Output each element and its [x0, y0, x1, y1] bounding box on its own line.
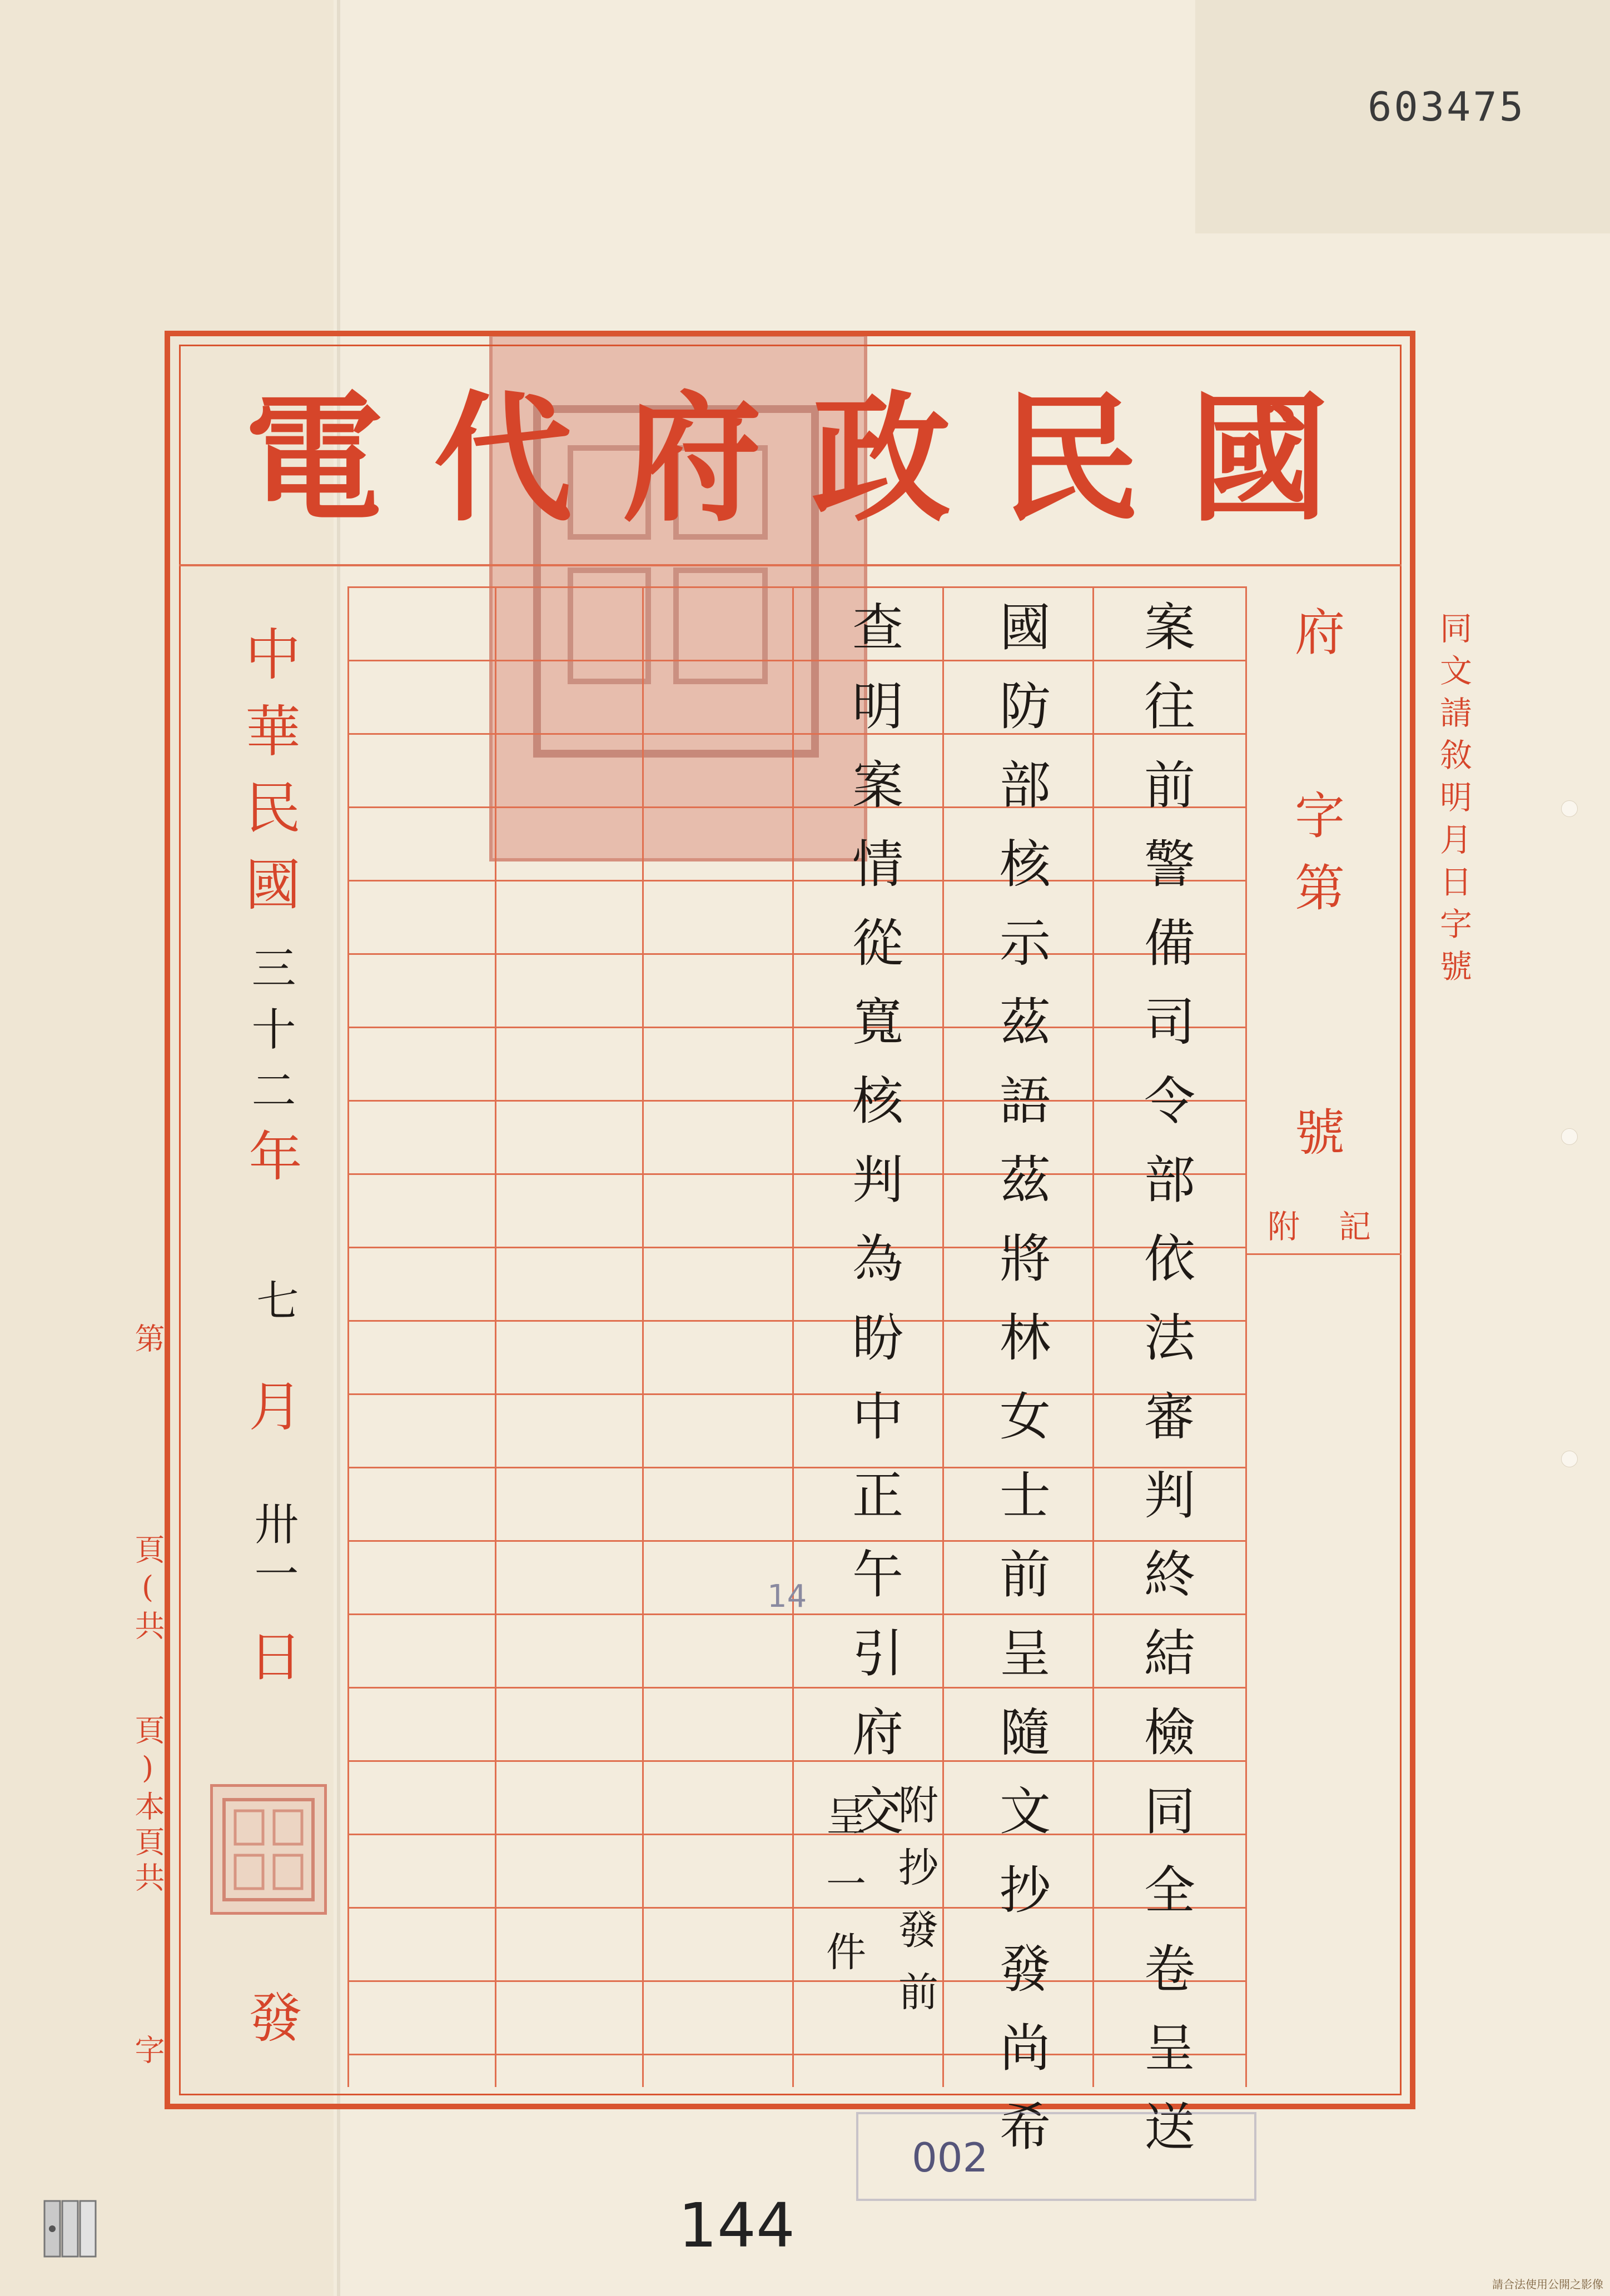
handwritten-page-number: 144 [678, 2190, 795, 2261]
grid-row-line [347, 1760, 1245, 1762]
grid-vline [347, 586, 349, 2087]
title-char: 代 [434, 377, 573, 540]
date-month-label: 月 [240, 1378, 302, 1461]
title-char: 電 [245, 377, 384, 540]
margin-ye-ben-ye-gong: 頁)本頁共 [130, 1715, 165, 1897]
grid-row-line [347, 660, 1245, 661]
body-column-3: 查明案情從寬核判為盼中正午引府交 [844, 600, 903, 1863]
official-seal-small [210, 1784, 327, 1915]
right-margin-note: 同文請敘明月日字號 [1434, 611, 1472, 992]
grid-row-line [347, 953, 1245, 955]
attachment-divider [1245, 1253, 1402, 1255]
grid-vline [495, 586, 496, 2087]
fu-ji-label: 附記 [1268, 1208, 1410, 1246]
grid-row-line [347, 1834, 1245, 1835]
grid-vline [1092, 586, 1094, 2087]
serial-number: 603475 [1368, 83, 1526, 130]
grid-row-line [347, 586, 1245, 588]
grid-vline [792, 586, 794, 2087]
title-char: 民 [1001, 377, 1140, 540]
grid-row-line [347, 1247, 1245, 1248]
seal-pattern-icon [218, 1794, 319, 1905]
grid-row-line [347, 806, 1245, 808]
margin-ye-gong: 頁(共 [130, 1534, 165, 1646]
punch-hole [1561, 800, 1578, 817]
date-year: 三十二 [244, 945, 296, 1128]
body-column-1: 案往前警備司令部依法審判終結檢同全卷呈送 [1136, 600, 1195, 2179]
grid-vline [642, 586, 644, 2087]
punch-hole [1561, 1451, 1578, 1467]
grid-row-line [347, 1907, 1245, 1909]
body-column-2: 國防部核示茲語茲將林女士前呈隨文抄發尚希 [991, 600, 1051, 2179]
title-char: 國 [1190, 377, 1329, 540]
grid-row-line [347, 1320, 1245, 1322]
grid-row-line [347, 2054, 1245, 2055]
header-divider [179, 564, 1402, 566]
title-char: 府 [623, 377, 762, 540]
grid-vline [1245, 586, 1247, 2087]
grid-row-line [347, 1980, 1245, 1982]
grid-row-line [347, 880, 1245, 881]
body-column-4: 附抄發前 [892, 1784, 938, 2033]
grid-row-line [347, 1100, 1245, 1102]
date-day: 卅一 [247, 1501, 299, 1601]
header-zi-di: 字第 [1286, 789, 1344, 934]
header-hao: 號 [1286, 1106, 1344, 1185]
grid-row-line [347, 1173, 1245, 1175]
grid-row-line [347, 1467, 1245, 1468]
footer-note: 請合法使用公開之影像 [1492, 2278, 1603, 2291]
margin-zi: 字 [130, 2034, 165, 2093]
grid-row-line [347, 733, 1245, 735]
grid-vline [942, 586, 944, 2087]
title-char: 政 [812, 377, 951, 540]
header-fu: 府 [1286, 606, 1344, 685]
handwritten-code: 002 [912, 2134, 988, 2181]
body-column-5: 呈一件 [819, 1795, 866, 1999]
grid-row-line [347, 1027, 1245, 1028]
header-fu-ji [1268, 1201, 1410, 1247]
date-day-label: 日 [240, 1628, 302, 1711]
date-send: 發 [240, 1990, 302, 2072]
margin-di: 第 [130, 1323, 165, 1382]
pencil-mark: 14 [767, 1578, 807, 1615]
archive-books-icon [40, 2195, 101, 2262]
document-frame-inner [179, 345, 1402, 2095]
grid-row-line [347, 1687, 1245, 1689]
date-year-label: 年 [240, 1128, 302, 1211]
date-era: 中華民國 [236, 625, 301, 932]
grid-row-line [347, 1393, 1245, 1395]
punch-hole [1561, 1128, 1578, 1145]
date-month: 七 [250, 1278, 299, 1349]
grid-row-line [347, 1540, 1245, 1542]
